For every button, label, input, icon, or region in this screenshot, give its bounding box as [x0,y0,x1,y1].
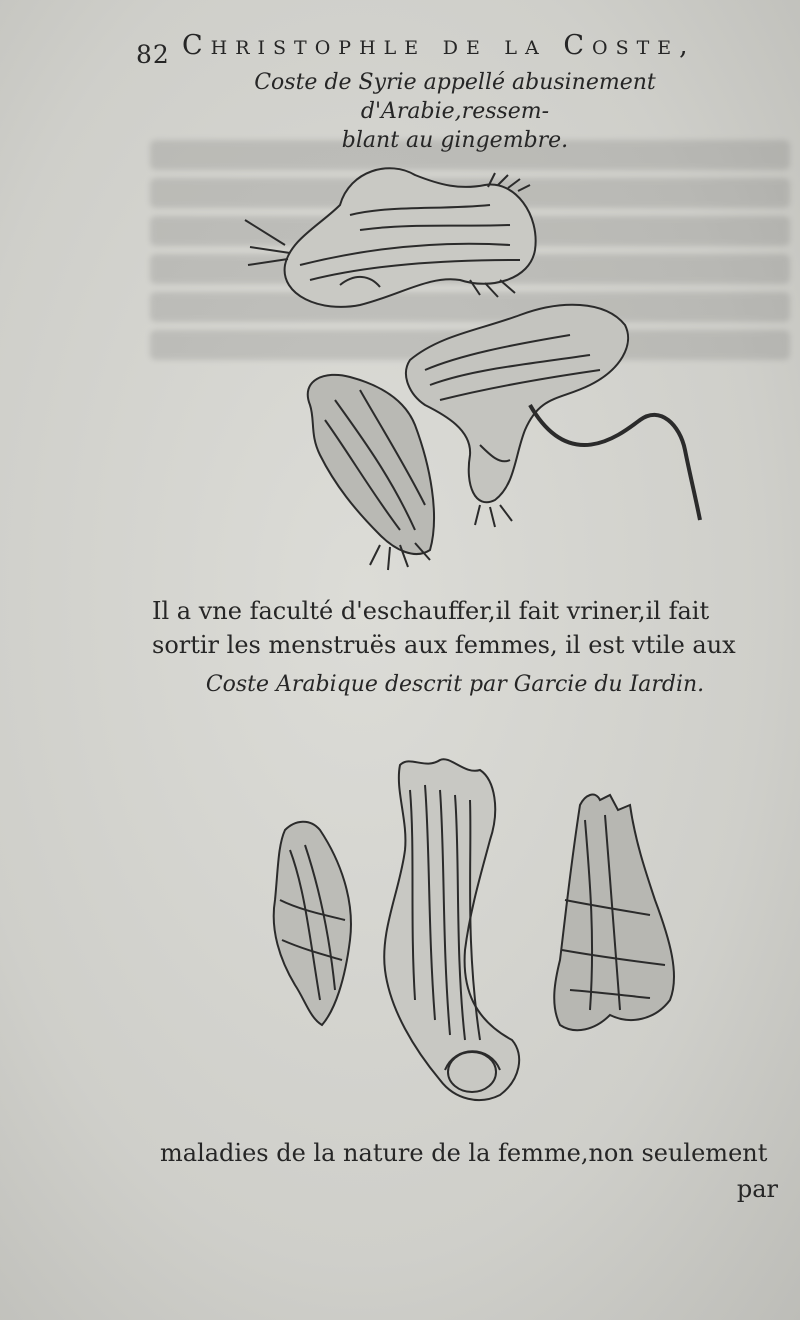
caption-arabic: Coste Arabique descrit par Garcie du Iardin. [205,672,705,697]
running-head: Christophle de la Coste, [182,30,696,61]
body-bottom-line: maladies de la nature de la femme,non seulement [160,1139,768,1167]
arabian-costus-illustration [250,750,690,1110]
woodcut-arabian-costus [250,750,690,1110]
body-line-1: Il a vne faculté d'eschauffer,il fait vriner,il fait [152,597,710,625]
page-number: 82 [136,40,170,69]
catchword: par [736,1175,778,1203]
body-line-2: sortir les menstruës aux femmes, il est vtile aux [152,631,736,659]
woodcut-syrian-costus [240,155,720,585]
caption-syria-line1: Coste de Syrie appellé abusinement d'Arabie,ressem- [254,70,656,124]
caption-syria [160,68,750,155]
syrian-costus-illustration [240,155,720,585]
caption-syria-line2: blant au gingembre. [341,128,569,153]
body-paragraph [152,594,767,662]
